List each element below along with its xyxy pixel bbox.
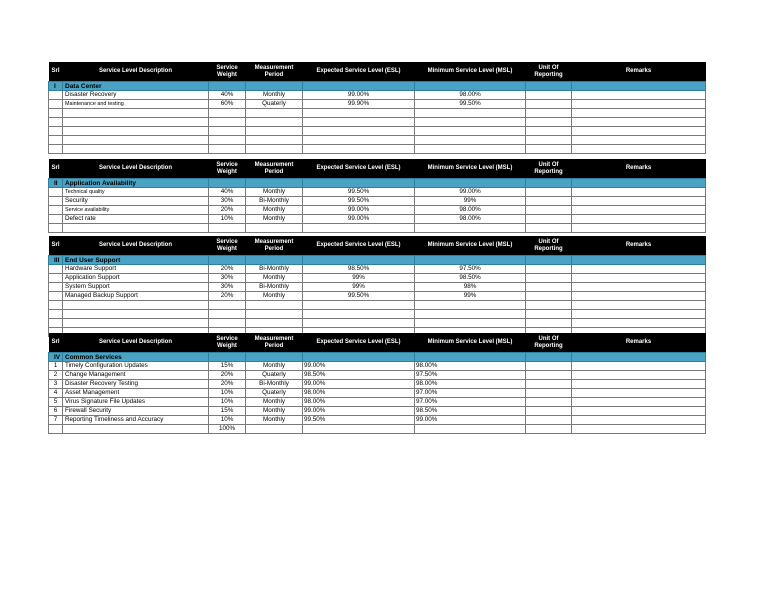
row-esl: 99.90% [303,100,415,109]
row-msl: 98.50% [415,407,526,416]
total-weight: 100% [209,425,246,434]
row-period: Monthly [246,188,303,197]
row-description: Managed Backup Support [63,292,209,301]
row-period: Quaterly [246,100,303,109]
row-msl: 97.00% [415,389,526,398]
row-weight: 20% [209,265,246,274]
table-row [49,283,706,292]
row-esl: 99.50% [303,292,415,301]
header-remarks: Remarks [572,333,706,353]
row-esl: 99.00% [303,362,415,371]
row-msl: 98.00% [415,91,526,100]
section-number: I [49,82,63,91]
table-row [49,319,706,328]
section-name: Data Center [63,82,209,91]
row-msl: 98.00% [415,380,526,389]
header-row [49,236,706,256]
row-description: Technical quality [63,188,209,197]
row-period: Quaterly [246,371,303,380]
row-esl: 99.00% [303,407,415,416]
row-esl: 99.50% [303,188,415,197]
row-weight: 20% [209,371,246,380]
row-period: Monthly [246,407,303,416]
row-weight: 10% [209,215,246,224]
section-number: II [49,179,63,188]
table-row [49,362,706,371]
row-description: Disaster Recovery [63,91,209,100]
table-row [49,109,706,118]
header-msl: Minimum Service Level (MSL) [415,236,526,256]
row-esl: 99.50% [303,416,415,425]
row-esl: 98.50% [303,265,415,274]
row-description: Maintenance and testing [63,100,209,109]
table-row [49,118,706,127]
header-srl: Srl [49,159,63,179]
row-description: Disaster Recovery Testing [63,380,209,389]
header-row [49,333,706,353]
header-esl: Expected Service Level (ESL) [303,236,415,256]
row-esl: 98.50% [303,371,415,380]
row-description: System Support [63,283,209,292]
header-weight: Service Weight [209,236,246,256]
table-row [49,127,706,136]
row-description: Asset Management [63,389,209,398]
row-weight: 20% [209,292,246,301]
row-period: Monthly [246,215,303,224]
row-weight: 40% [209,188,246,197]
row-description: Defect rate [63,215,209,224]
row-weight: 30% [209,283,246,292]
row-period: Bi-Monthly [246,265,303,274]
row-period: Monthly [246,416,303,425]
row-description: Timely Configuration Updates [63,362,209,371]
row-weight: 20% [209,206,246,215]
header-unit: Unit Of Reporting [526,62,572,82]
header-period: Measurement Period [246,236,303,256]
header-weight: Service Weight [209,333,246,353]
header-description: Service Level Description [63,333,209,353]
row-msl: 98.00% [415,362,526,371]
row-description: Firewall Security [63,407,209,416]
table-row [49,215,706,224]
row-period: Monthly [246,398,303,407]
row-srl: 2 [49,371,63,380]
row-msl: 99.00% [415,188,526,197]
header-description: Service Level Description [63,159,209,179]
row-period: Monthly [246,362,303,371]
row-srl: 4 [49,389,63,398]
row-weight: 30% [209,197,246,206]
row-period: Bi-Monthly [246,380,303,389]
header-unit: Unit Of Reporting [526,159,572,179]
header-description: Service Level Description [63,236,209,256]
header-unit: Unit Of Reporting [526,333,572,353]
table-row [49,91,706,100]
row-esl: 98.00% [303,389,415,398]
table-row [49,100,706,109]
row-esl: 99.00% [303,91,415,100]
table-row [49,136,706,145]
table-row [49,389,706,398]
header-description: Service Level Description [63,62,209,82]
row-msl: 99.00% [415,416,526,425]
row-esl: 99.50% [303,197,415,206]
row-period: Monthly [246,292,303,301]
header-weight: Service Weight [209,159,246,179]
section-band [49,82,706,91]
row-description: Hardware Support [63,265,209,274]
row-msl: 97.00% [415,398,526,407]
table-row [49,301,706,310]
row-srl: 5 [49,398,63,407]
row-weight: 15% [209,362,246,371]
row-srl: 3 [49,380,63,389]
sla-table-common-services [48,333,705,434]
row-weight: 60% [209,100,246,109]
table-row [49,145,706,154]
header-remarks: Remarks [572,62,706,82]
row-msl: 98.50% [415,274,526,283]
table-row [49,398,706,407]
table-row [49,265,706,274]
row-period: Bi-Monthly [246,197,303,206]
row-period: Quaterly [246,389,303,398]
table-row [49,197,706,206]
row-esl: 99.00% [303,380,415,389]
row-description: Reporting Timeliness and Accuracy [63,416,209,425]
header-period: Measurement Period [246,333,303,353]
row-weight: 40% [209,91,246,100]
header-msl: Minimum Service Level (MSL) [415,333,526,353]
header-msl: Minimum Service Level (MSL) [415,62,526,82]
row-msl: 98.00% [415,215,526,224]
section-name: Common Services [63,353,209,362]
row-period: Monthly [246,91,303,100]
header-esl: Expected Service Level (ESL) [303,62,415,82]
section-band [49,256,706,265]
section-name: Application Availability [63,179,209,188]
row-period: Bi-Monthly [246,283,303,292]
table-row [49,224,706,233]
row-esl: 99.00% [303,215,415,224]
row-weight: 15% [209,407,246,416]
section-number: III [49,256,63,265]
row-description: Security [63,197,209,206]
row-period: Monthly [246,274,303,283]
sla-table [48,333,706,434]
row-msl: 99% [415,292,526,301]
header-esl: Expected Service Level (ESL) [303,333,415,353]
table-row [49,380,706,389]
row-msl: 99.50% [415,100,526,109]
sla-table-application-availability [48,159,705,233]
table-row [49,274,706,283]
section-number: IV [49,353,63,362]
row-esl: 99% [303,274,415,283]
section-name: End User Support [63,256,209,265]
table-row [49,416,706,425]
row-esl: 98.00% [303,398,415,407]
header-msl: Minimum Service Level (MSL) [415,159,526,179]
row-period: Monthly [246,206,303,215]
row-srl: 6 [49,407,63,416]
row-description: Service availability [63,206,209,215]
row-srl: 7 [49,416,63,425]
header-period: Measurement Period [246,159,303,179]
row-weight: 10% [209,416,246,425]
sla-table-data-center [48,62,705,154]
header-srl: Srl [49,333,63,353]
row-weight: 10% [209,389,246,398]
table-row [49,407,706,416]
row-msl: 98% [415,283,526,292]
row-weight: 30% [209,274,246,283]
row-msl: 99% [415,197,526,206]
row-msl: 97.50% [415,371,526,380]
header-esl: Expected Service Level (ESL) [303,159,415,179]
header-remarks: Remarks [572,236,706,256]
header-row [49,62,706,82]
table-row [49,292,706,301]
table-row [49,371,706,380]
header-weight: Service Weight [209,62,246,82]
table-row [49,188,706,197]
section-band [49,353,706,362]
row-esl: 99.00% [303,206,415,215]
row-weight: 20% [209,380,246,389]
row-msl: 98.00% [415,206,526,215]
table-row [49,206,706,215]
header-remarks: Remarks [572,159,706,179]
sla-table [48,236,706,337]
row-description: Change Management [63,371,209,380]
header-row [49,159,706,179]
row-description: Application Support [63,274,209,283]
section-band [49,179,706,188]
header-srl: Srl [49,236,63,256]
header-srl: Srl [49,62,63,82]
sla-table-end-user-support [48,236,705,337]
header-unit: Unit Of Reporting [526,236,572,256]
row-srl: 1 [49,362,63,371]
table-row [49,310,706,319]
sla-table [48,159,706,233]
row-description: Virus Signature File Updates [63,398,209,407]
total-row [49,425,706,434]
row-esl: 99% [303,283,415,292]
row-msl: 97.50% [415,265,526,274]
row-weight: 10% [209,398,246,407]
sla-table [48,62,706,154]
header-period: Measurement Period [246,62,303,82]
